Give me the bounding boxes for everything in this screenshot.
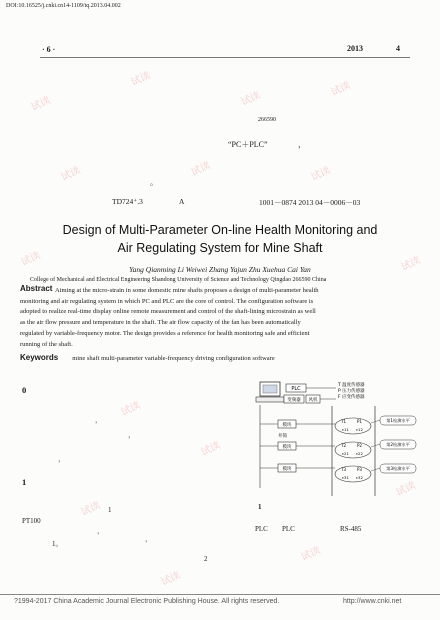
module-label: 模块 [282,445,292,450]
pt100-text: PT100 [22,517,41,525]
well-label: 井筒 [278,434,287,439]
sensor-label: T1 [341,419,346,424]
sensor-label: P1 [357,419,362,424]
legend-item: T 温度传感器 [338,383,365,388]
body-comma: ， [145,535,152,543]
sensor-label: T2 [341,443,346,448]
header-rule [40,57,410,58]
cn-period: 。 [150,178,158,187]
english-title-line1: Design of Multi-Parameter On-line Health Monitoring and [62,223,378,237]
plc-label: PLC [291,386,301,393]
sensor-label: P3 [357,467,362,472]
subsection-2: 1。 [52,540,63,548]
clc-number: TD724⁺.3 [112,197,143,206]
section-0-heading: 0 [22,385,27,395]
rs485-text: RS-485 [340,525,362,533]
abstract-line: adopted to realize real-time display online remote measurement and control of the shaft-lining microstrain as well [20,308,316,316]
doi-text: DOI:10.16525/j.cnki.cn14-1109/tq.2013.04.002 [6,3,121,9]
legend-item: P 压力传感器 [338,389,365,394]
plc-text: PLC [282,525,295,533]
body-comma: ， [97,527,104,535]
strain-label: ε22 [356,451,363,456]
body-comma: ， [95,416,102,424]
sensor-label: T3 [341,467,346,472]
postal-code: 266590 [258,117,276,123]
strain-label: ε32 [356,475,363,480]
strain-label: ε11 [342,427,349,432]
footer-url: http://www.cnki.net [343,598,402,605]
inverter-label: 变频器 [287,398,301,403]
system-diagram [250,378,430,500]
page-number-header: · 6 · [42,45,56,54]
plc-text: PLC [255,525,268,533]
pc-plc-quote: “PC＋PLC” [228,140,268,149]
body-comma: ， [128,431,135,439]
fan-label: 风机 [308,398,318,403]
keywords-label: Keywords [20,353,59,362]
article-id: 1001－0874 2013 04－0006－03 [259,198,361,207]
english-title-line2: Air Regulating System for Mine Shaft [117,241,323,255]
abstract-line: regulated by variable-frequency motor. The design provides a reference for health monitoring safe and efficient [20,329,310,337]
page-marker: 2 [204,555,208,563]
level-label: 第2检测水平 [386,442,410,448]
keywords [20,353,275,362]
right-subsection: 1 [258,503,262,511]
watermark-layer: 试读 试读 试读 试读 试读 试读 试读 试读 试读 试读 试读 试读 试读 试读 试读 [19,70,423,589]
module-label: 模块 [282,423,292,428]
subsection-1: 1 [108,506,112,514]
strain-label: ε12 [356,427,363,432]
strain-label: ε21 [342,451,349,456]
header-issue: 4 [396,44,400,53]
cn-comma: ， [298,140,306,149]
abstract-line: running of the shaft. [20,340,73,348]
abstract-line: Aiming at the micro-strain in some domestic mine shafts proposes a design of multi-parameter health [55,287,319,294]
computer-base-icon [256,397,284,402]
footer-rule [0,594,440,595]
footer-copyright: ?1994-2017 China Academic Journal Electronic Publishing House. All rights reserved. [14,598,280,605]
abstract-line: monitoring and air regulating system in which PC and PLC are the core of control. The configuration software is [20,297,314,305]
level-label: 第1检测水平 [386,418,410,424]
abstract-line: as the air flow pressure and temperature in the shaft. The air flow capacity of the fan has been automatically [20,319,301,327]
legend-item: F 应变传感器 [338,395,365,400]
keywords-text: mine shaft multi-parameter variable-frequency driving configuration software [72,355,275,362]
sensor-label: P2 [357,443,362,448]
section-1-heading: 1 [22,477,27,487]
header-year: 2013 [347,44,363,53]
module-label: 模块 [282,467,292,472]
abstract [20,286,412,350]
affiliation: College of Mechanical and Electrical Engineering Shandong University of Science and Technology Qingdao 266590 China [30,277,327,283]
level-label: 第3检测水平 [386,466,410,472]
document-code: A [179,197,185,206]
abstract-label: Abstract [20,284,53,293]
authors: Yang Qianming Li Weiwei Zhang Yajun Zhu Xuehua Cai Yan [129,265,311,274]
strain-label: ε31 [342,475,349,480]
body-comma: ， [58,455,65,463]
